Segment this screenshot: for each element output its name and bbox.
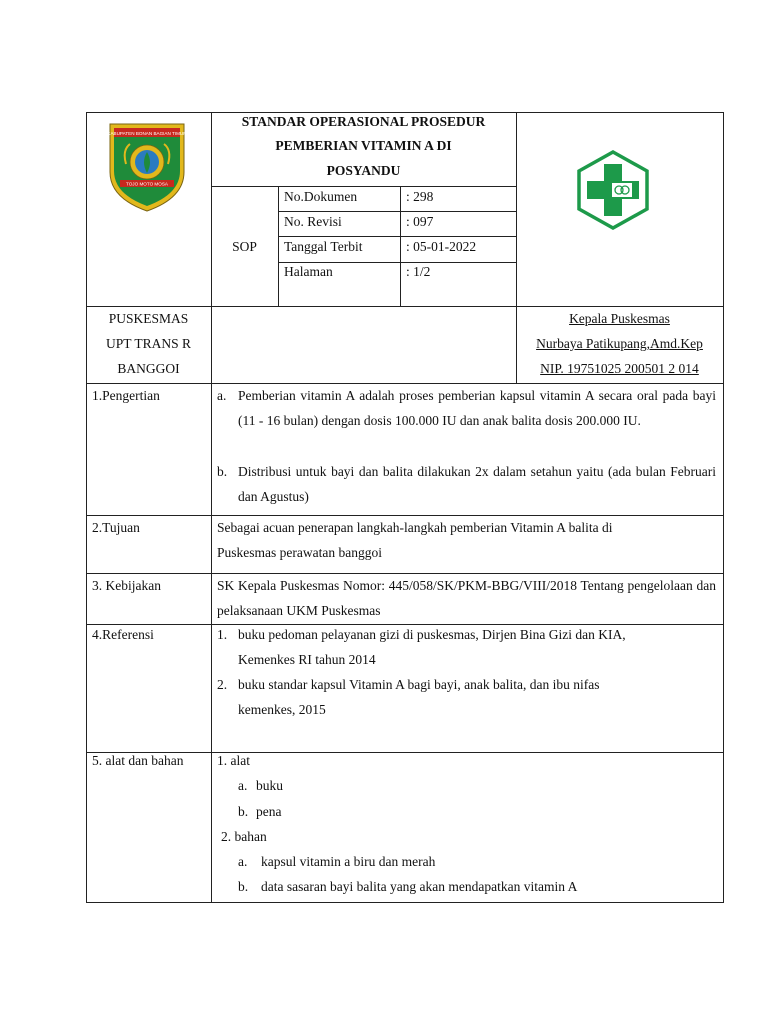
org-name-line-2: UPT TRANS R [105,336,192,351]
alat-item-b: pena [256,804,282,819]
shield-bottom-text: TOJO MOTO MOSA [126,181,168,187]
page-label: Halaman [284,264,333,279]
sop-label: SOP [232,239,257,254]
alat-marker-b: b. [238,804,249,819]
pengertian-item-b: Distribusi untuk bayi dan balita dilakukan 2x dalam setahun yaitu (ada bulan Februari dan Agustus) [238,464,716,504]
referensi-marker-1: 1. [217,627,228,642]
document-title-line-3: POSYANDU [326,163,401,178]
bahan-marker-a: a. [238,854,248,869]
issue-date-value: : 05-01-2022 [406,239,477,254]
section-label-alat-bahan: 5. alat dan bahan [92,753,184,768]
document-title-line-1: STANDAR OPERASIONAL PROSEDUR [241,114,486,129]
section-label-kebijakan: 3. Kebijakan [92,578,161,593]
signatory-nip: NIP. 19751025 200501 2 014 [540,361,699,376]
doc-number-value: : 298 [406,189,434,204]
bahan-marker-b: b. [238,879,249,894]
bahan-item-b: data sasaran bayi balita yang akan mendapatkan vitamin A [261,879,578,894]
referensi-item-1-line-2: Kemenkes RI tahun 2014 [238,652,376,667]
org-name-line-3: BANGGOI [117,361,180,376]
referensi-marker-2: 2. [217,677,228,692]
table-border-left [86,112,87,903]
revision-label: No. Revisi [284,214,342,229]
regency-shield-logo [106,120,188,214]
section-label-pengertian: 1.Pengertian [92,388,160,403]
doc-number-label: No.Dokumen [284,189,358,204]
issue-date-label: Tanggal Terbit [284,239,363,254]
pengertian-marker-b: b. [217,464,228,479]
alat-item-a: buku [256,778,283,793]
tujuan-text-line-1: Sebagai acuan penerapan langkah-langkah pemberian Vitamin A balita di [217,520,613,535]
referensi-item-2-line-2: kemenkes, 2015 [238,702,326,717]
referensi-item-2-line-1: buku standar kapsul Vitamin A bagi bayi, anak balita, dan ibu nifas [238,677,600,692]
docinfo-value-divider [400,186,401,306]
alat-heading: 1. alat [217,753,250,768]
bahan-heading: 2. bahan [221,829,267,844]
section-label-tujuan: 2.Tujuan [92,520,140,535]
table-border-bottom [86,902,724,903]
org-name-line-1: PUSKESMAS [108,311,189,326]
column-divider [211,112,212,903]
kebijakan-text: SK Kepala Puskesmas Nomor: 445/058/SK/PKM-BBG/VIII/2018 Tentang pengelolaan dan pelaksanaan UKM Puskesmas [217,578,716,618]
signatory-title: Kepala Puskesmas [569,311,670,326]
title-divider [211,186,516,187]
referensi-item-1-line-1: buku pedoman pelayanan gizi di puskesmas, Dirjen Bina Gizi dan KIA, [238,627,626,642]
table-border-right [723,112,724,903]
pengertian-marker-a: a. [217,388,227,403]
docinfo-left-border [278,186,279,306]
section-label-referensi: 4.Referensi [92,627,154,642]
page-value: : 1/2 [406,264,431,279]
bahan-item-a: kapsul vitamin a biru dan merah [261,854,436,869]
tujuan-text-line-2: Puskesmas perawatan banggoi [217,545,382,560]
pengertian-item-a: Pemberian vitamin A adalah proses pemberian kapsul vitamin A secara oral pada bayi (11 - 16 bulan) dengan dosis 100.000 IU dan anak balita dosis 200.000 IU. [238,388,716,428]
revision-value: : 097 [406,214,434,229]
shield-top-text: KABUPATEN BONAN BAGIAN TIMUR [107,131,187,136]
alat-marker-a: a. [238,778,248,793]
puskesmas-logo [576,150,650,230]
document-title-line-2: PEMBERIAN VITAMIN A DI [275,138,452,153]
signatory-name: Nurbaya Patikupang,Amd.Kep [536,336,703,351]
